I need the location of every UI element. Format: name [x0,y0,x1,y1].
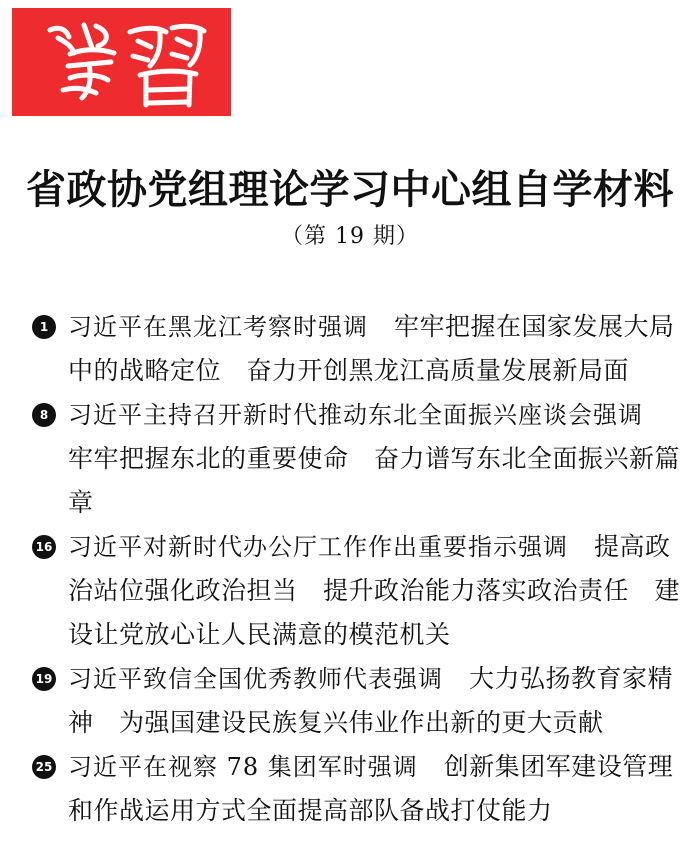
toc-headline: 提高政治站位强化政治担当 提升政治能力落实政治责任 建设让党放心让人民满意的模范机关 [68,532,681,649]
issue-number: （第 19 期） [281,224,419,249]
toc-entry [32,525,687,657]
page-number-badge: 8 [32,403,56,427]
toc-kicker: 习近平对新时代办公厅工作作出重要指示强调 [68,533,568,561]
toc-entry [32,745,687,833]
study-calligraphy-logo [12,8,231,116]
page-number-badge: 25 [32,755,56,779]
study-logo [12,8,231,116]
table-of-contents [32,305,687,833]
toc-entry [32,657,687,745]
toc-headline: 牢牢把握在国家发展大局中的战略定位 奋力开创黑龙江高质量发展新局面 [68,312,675,385]
toc-kicker: 习近平致信全国优秀教师代表强调 [68,665,443,693]
toc-headline: 牢牢把握东北的重要使命 奋力谱写东北全面振兴新篇章 [68,444,681,517]
page-title: 省政协党组理论学习中心组自学材料 [26,166,674,213]
toc-headline: 创新集团军建设管理和作战运用方式全面提高部队备战打仗能力 [68,752,674,825]
page-number-badge: 1 [32,315,56,339]
page-number-badge: 19 [32,667,56,691]
toc-kicker: 习近平主持召开新时代推动东北全面振兴座谈会强调 [68,401,643,429]
page-number-badge: 16 [32,535,56,559]
toc-entry [32,305,687,393]
toc-entry [32,393,687,525]
toc-kicker: 习近平在黑龙江考察时强调 [68,313,368,341]
toc-kicker: 习近平在视察 78 集团军时强调 [68,753,418,781]
toc-headline: 大力弘扬教育家精神 为强国建设民族复兴伟业作出新的更大贡献 [68,664,674,737]
